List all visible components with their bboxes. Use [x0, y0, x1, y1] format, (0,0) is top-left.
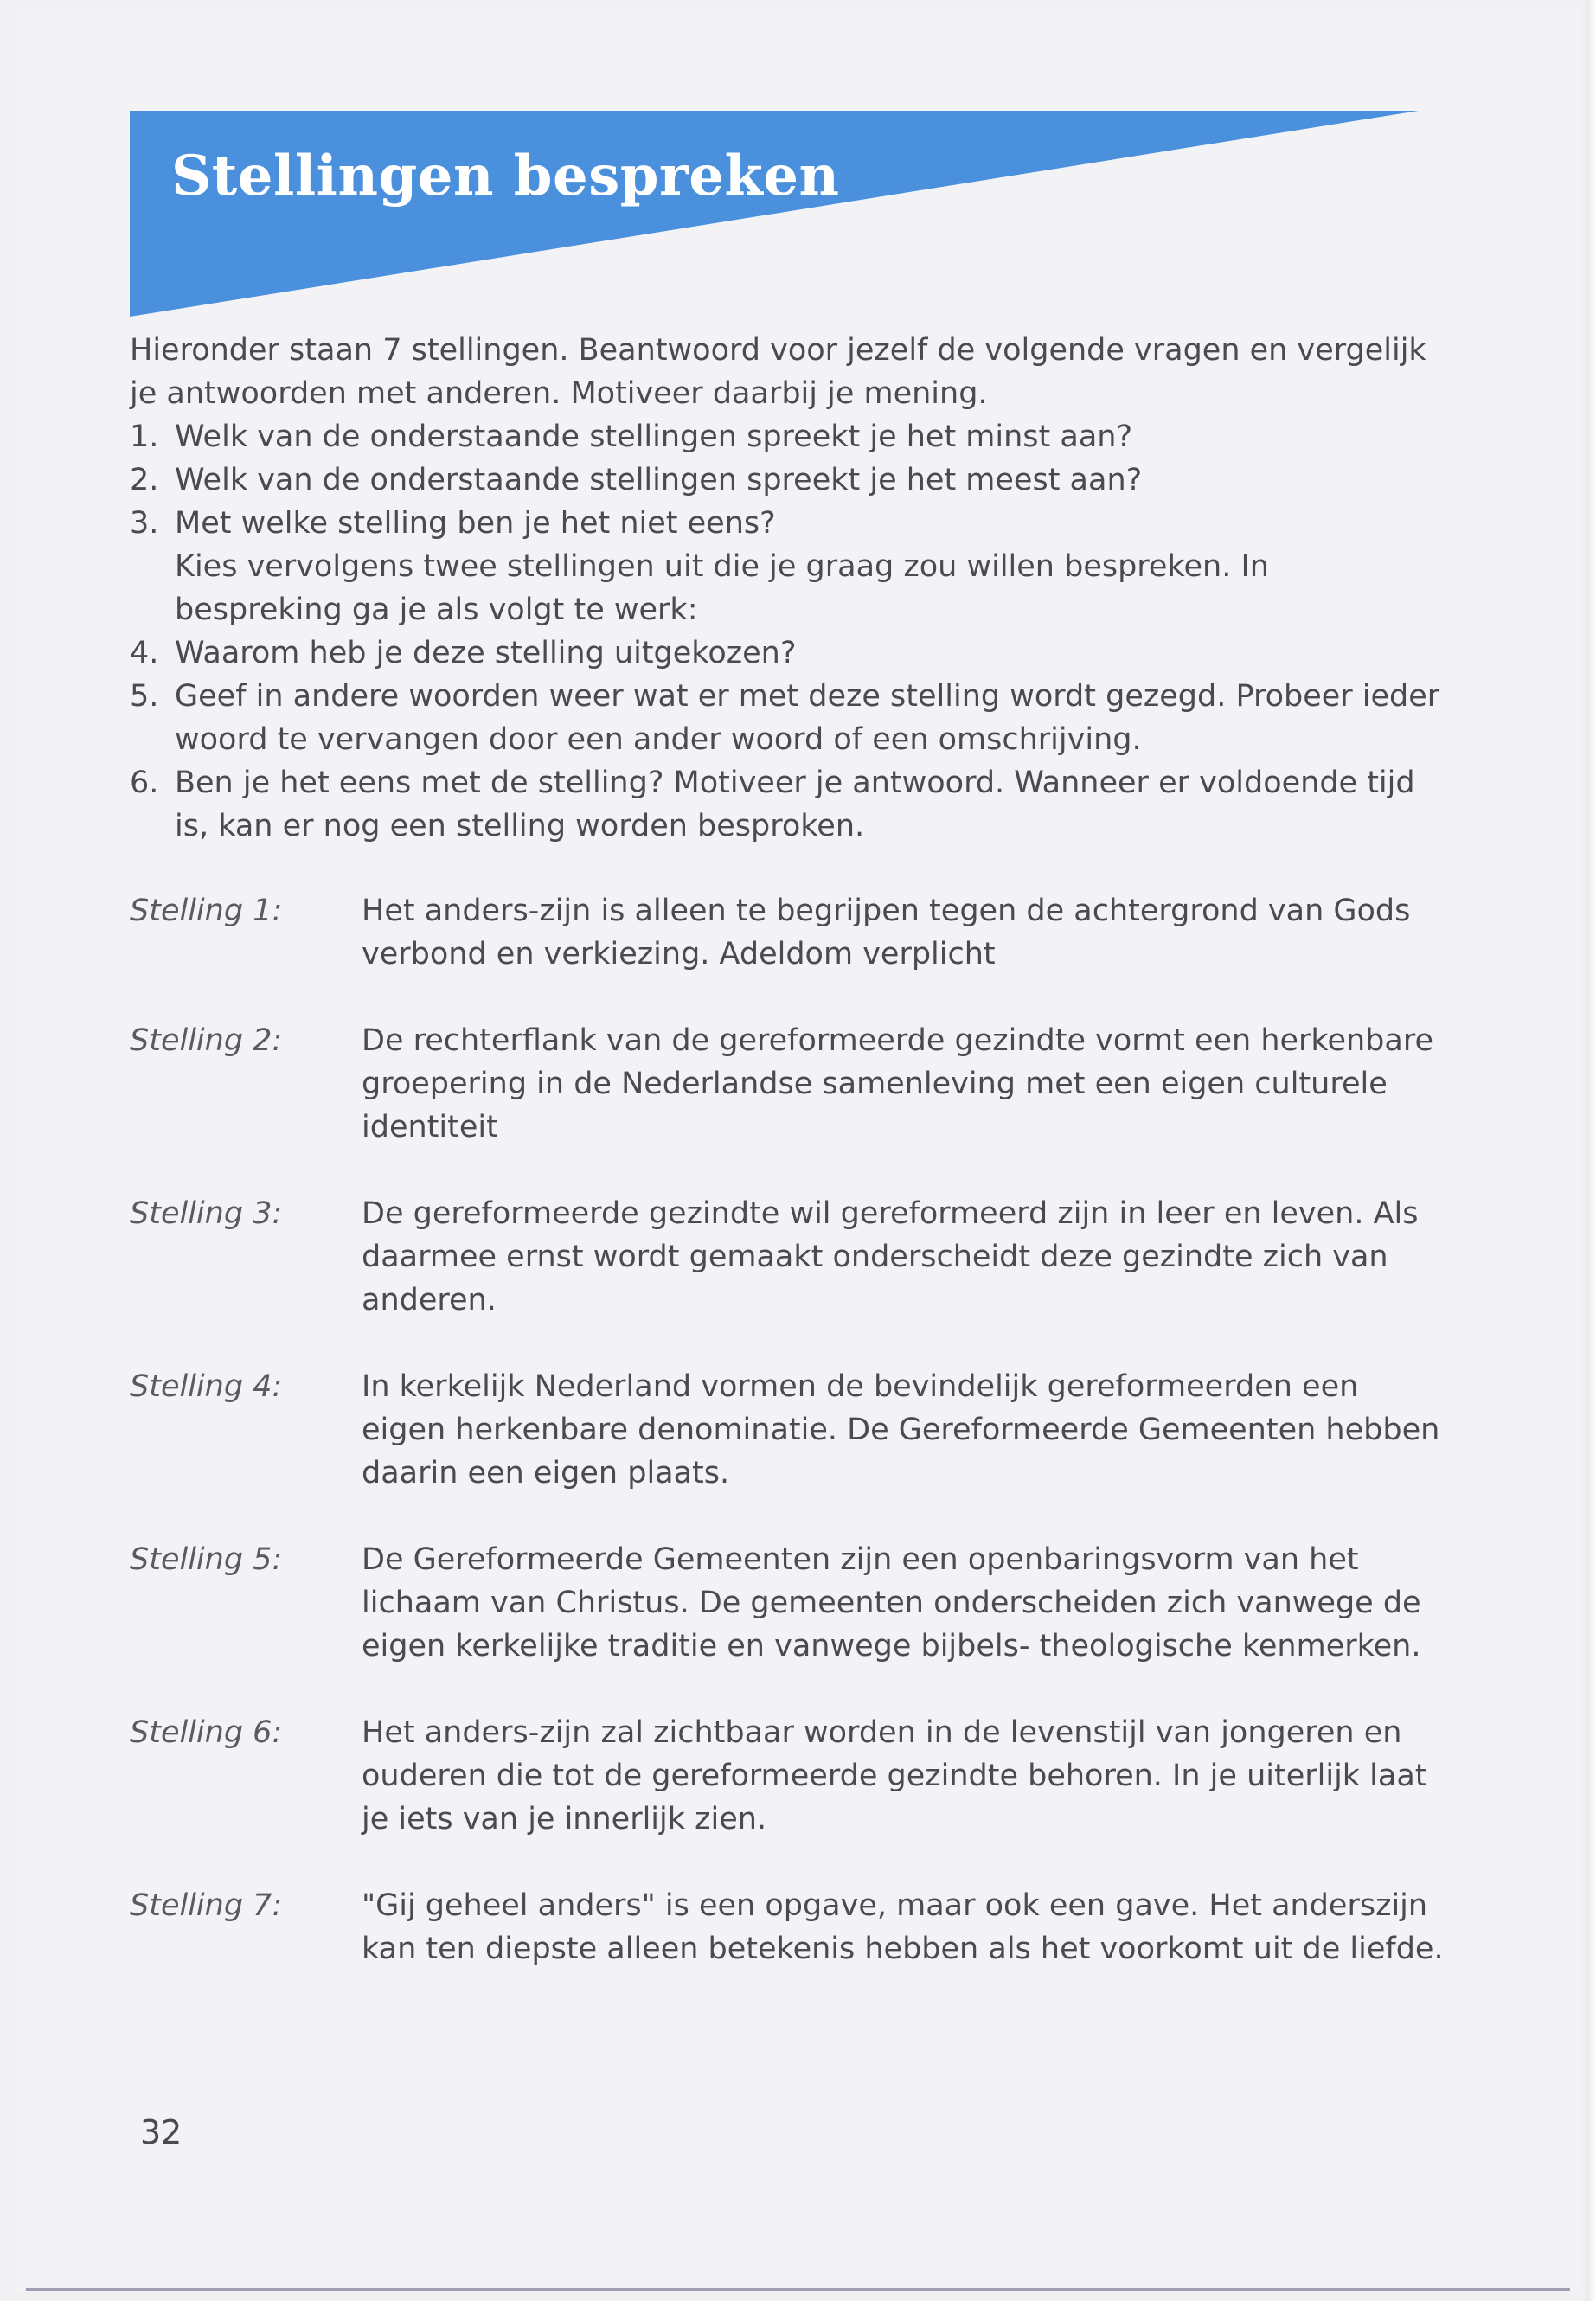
stelling-text: Het anders-zijn is alleen te begrijpen tegen de achtergrond van Gods verbond en verkiezing. Adeldom verplicht: [362, 894, 1411, 971]
stelling-text: In kerkelijk Nederland vormen de bevindelijk gereformeerden een eigen herkenbare denominatie. De Gereformeerde Gemeenten hebben daarin een eigen plaats.: [362, 1369, 1440, 1490]
page-title: Stellingen bespreken: [171, 144, 840, 208]
stelling-label: Stelling 1:: [130, 894, 283, 928]
stelling-text: De rechterflank van de gereformeerde gezindte vormt een herkenbare groepering in de Nederlandse samenleving met een eigen culturele identiteit: [362, 1023, 1433, 1144]
stelling-row: [130, 1884, 1445, 1971]
list-item: [130, 502, 1445, 545]
question-text: Waarom heb je deze stelling uitgekozen?: [175, 636, 797, 670]
question-text: Geef in andere woorden weer wat er met deze stelling wordt gezegd. Probeer ieder woord te vervangen door een ander woord of een omschrijving.: [175, 679, 1440, 757]
stelling-label: Stelling 7:: [130, 1888, 283, 1923]
banner-shape: [130, 111, 1419, 317]
intro: [130, 329, 1445, 415]
question-number: 6.: [130, 766, 159, 800]
list-item: [130, 415, 1445, 458]
list-item: [130, 675, 1445, 761]
question-number: 1.: [130, 420, 159, 454]
page-number: 32: [140, 2113, 183, 2151]
question-number: 2.: [130, 463, 159, 497]
list-item: [130, 631, 1445, 675]
stelling-text: De gereformeerde gezindte wil gereformeerd zijn in leer en leven. Als daarmee ernst wordt gemaakt onderscheidt deze gezindte zich van anderen.: [362, 1196, 1419, 1317]
stelling-label: Stelling 3:: [130, 1196, 283, 1231]
intro-text: Hieronder staan 7 stellingen. Beantwoord voor jezelf de volgende vragen en vergelijk je antwoorden met anderen. Motiveer daarbij je mening.: [130, 333, 1426, 411]
stelling-label: Stelling 6:: [130, 1715, 283, 1750]
question-number: 4.: [130, 636, 159, 670]
question-text: Met welke stelling ben je het niet eens?: [175, 506, 776, 541]
question-number: 5.: [130, 679, 159, 714]
stelling-row: [130, 889, 1445, 976]
stelling-row: [130, 1192, 1445, 1322]
stellingen-list: [130, 889, 1445, 1971]
question-list-continued: [130, 631, 1445, 848]
list-item: [130, 761, 1445, 848]
stelling-text: De Gereformeerde Gemeenten zijn een openbaringsvorm van het lichaam van Christus. De gemeenten onderscheiden zich vanwege de eigen kerkelijke traditie en vanwege bijbels- theologische kenmerken.: [362, 1542, 1421, 1663]
stelling-row: [130, 1365, 1445, 1495]
instruction-text: Kies vervolgens twee stellingen uit die je graag zou willen bespreken. In bespreking ga je als volgt te werk:: [175, 549, 1269, 627]
stelling-row: [130, 1019, 1445, 1149]
stelling-row: [130, 1711, 1445, 1841]
stelling-text: "Gij geheel anders" is een opgave, maar ook een gave. Het anderszijn kan ten diepste alleen betekenis hebben als het voorkomt uit de liefde.: [362, 1888, 1444, 1966]
question-text: Welk van de onderstaande stellingen spreekt je het minst aan?: [175, 420, 1133, 454]
bottom-rule: [26, 2288, 1570, 2291]
question-text: Welk van de onderstaande stellingen spreekt je het meest aan?: [175, 463, 1143, 497]
stelling-label: Stelling 2:: [130, 1023, 283, 1058]
question-list: [130, 415, 1445, 545]
main-content: [130, 329, 1445, 2014]
question-number: 3.: [130, 506, 159, 541]
page-edge: [1586, 0, 1596, 2301]
list-item: [130, 458, 1445, 502]
question-text: Ben je het eens met de stelling? Motiveer je antwoord. Wanneer er voldoende tijd is, kan er nog een stelling worden besproken.: [175, 766, 1415, 843]
stelling-row: [130, 1538, 1445, 1668]
stelling-label: Stelling 5:: [130, 1542, 283, 1577]
stelling-text: Het anders-zijn zal zichtbaar worden in de levenstijl van jongeren en ouderen die tot de gereformeerde gezindte behoren. In je uiterlijk laat je iets van je innerlijk zien.: [362, 1715, 1427, 1836]
title-banner: [130, 111, 1419, 317]
stelling-label: Stelling 4:: [130, 1369, 283, 1404]
